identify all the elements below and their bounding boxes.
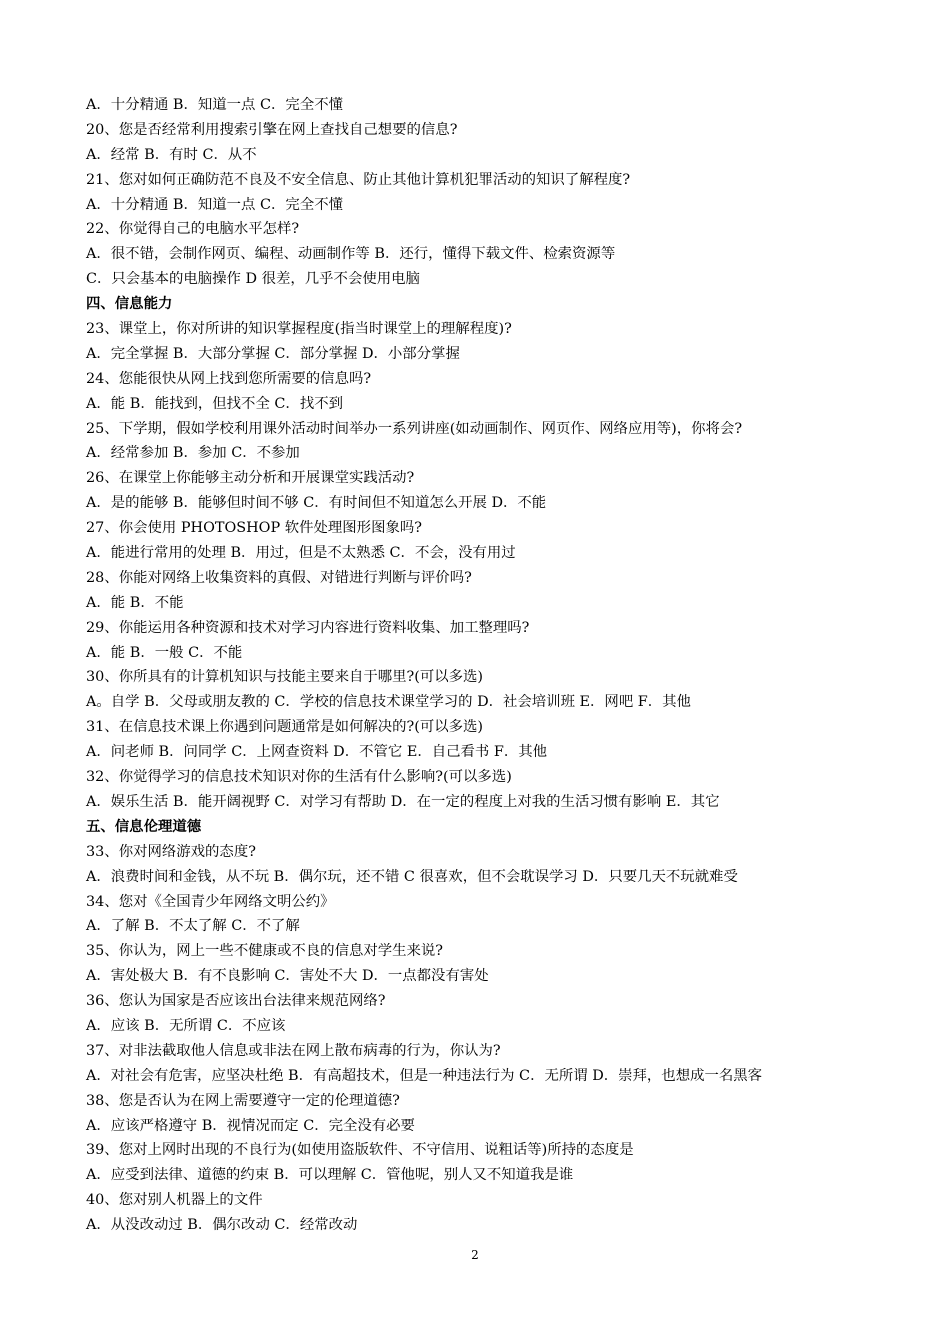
question-text: 30、你所具有的计算机知识与技能主要来自于哪里?(可以多选): [86, 669, 484, 686]
answer-options: A．十分精通 B．知道一点 C．完全不懂: [86, 196, 343, 213]
answer-options: A．能进行常用的处理 B．用过，但是不太熟悉 C．不会，没有用过: [86, 545, 516, 562]
question-text: 34、您对《全国青少年网络文明公约》: [86, 893, 335, 910]
question-text: 35、你认为，网上一些不健康或不良的信息对学生来说?: [86, 943, 444, 960]
question-text: 26、在课堂上你能够主动分析和开展课堂实践活动?: [86, 470, 415, 487]
question-text: 33、你对网络游戏的态度?: [86, 843, 256, 860]
answer-options: A．十分精通 B．知道一点 C．完全不懂: [86, 97, 343, 113]
answer-options: A．问老师 B．问同学 C．上网查资料 D．不管它 E．自己看书 F．其他: [86, 744, 548, 761]
answer-options: C．只会基本的电脑操作 D 很差，几乎不会使用电脑: [86, 271, 420, 288]
section-heading: 四、信息能力: [86, 295, 173, 313]
question-text: 22、你觉得自己的电脑水平怎样?: [86, 221, 300, 238]
question-text: 36、您认为国家是否应该出台法律来规范网络?: [86, 993, 386, 1010]
answer-options: A．害处极大 B．有不良影响 C．害处不大 D．一点都没有害处: [86, 968, 489, 985]
answer-options: A．对社会有危害，应坚决杜绝 B．有高超技术，但是一种违法行为 C．无所谓 D．崇拜，也想成一名黑客: [86, 1067, 763, 1084]
answer-options: A．应该严格遵守 B．视情况而定 C．完全没有必要: [86, 1117, 415, 1134]
answer-options: A．很不错，会制作网页、编程、动画制作等 B．还行，懂得下载文件、检索资源等: [86, 246, 616, 263]
section-heading: 五、信息伦理道德: [86, 817, 202, 835]
question-text: 37、对非法截取他人信息或非法在网上散布病毒的行为，你认为?: [86, 1042, 501, 1059]
answer-options: A．从没改动过 B．偶尔改动 C．经常改动: [86, 1217, 358, 1234]
answer-options: A．应该 B．无所谓 C．不应该: [86, 1017, 286, 1034]
document-body: [86, 93, 926, 1238]
question-text: 38、您是否认为在网上需要遵守一定的伦理道德?: [86, 1092, 400, 1109]
answer-options: A．应受到法律、道德的约束 B．可以理解 C．管他呢，别人又不知道我是谁: [86, 1167, 574, 1184]
question-text: 29、你能运用各种资源和技术对学习内容进行资料收集、加工整理吗?: [86, 619, 530, 636]
answer-options: A．经常参加 B．参加 C．不参加: [86, 445, 300, 462]
question-text: 28、你能对网络上收集资料的真假、对错进行判断与评价吗?: [86, 569, 472, 586]
question-text: 23、课堂上，你对所讲的知识掌握程度(指当时课堂上的理解程度)?: [86, 321, 512, 338]
answer-options: A。自学 B．父母或朋友教的 C．学校的信息技术课堂学习的 D．社会培训班 E．网吧 F．其他: [86, 694, 691, 711]
answer-options: A．能 B．一般 C．不能: [86, 644, 243, 661]
question-text: 25、下学期，假如学校利用课外活动时间举办一系列讲座(如动画制作、网页作、网络应用等)，你将会?: [86, 420, 743, 437]
answer-options: A．能 B．不能: [86, 594, 184, 611]
answer-options: A．是的能够 B．能够但时间不够 C．有时间但不知道怎么开展 D．不能: [86, 495, 547, 512]
question-text: 20、您是否经常利用搜索引擎在网上查找自己想要的信息?: [86, 121, 458, 138]
answer-options: A．浪费时间和金钱，从不玩 B．偶尔玩，还不错 C 很喜欢，但不会耽误学习 D．只要几天不玩就难受: [86, 868, 738, 885]
answer-options: A．能 B．能找到，但找不全 C．找不到: [86, 395, 343, 412]
question-text: 31、在信息技术课上你遇到问题通常是如何解决的?(可以多选): [86, 719, 484, 736]
question-text: 21、您对如何正确防范不良及不安全信息、防止其他计算机犯罪活动的知识了解程度?: [86, 171, 631, 188]
question-text: 27、你会使用 PHOTOSHOP 软件处理图形图象吗?: [86, 520, 422, 537]
question-text: 32、你觉得学习的信息技术知识对你的生活有什么影响?(可以多选): [86, 769, 512, 786]
answer-options: A．娱乐生活 B．能开阔视野 C．对学习有帮助 D．在一定的程度上对我的生活习惯有影响 E．其它: [86, 793, 720, 810]
answer-options: A．完全掌握 B．大部分掌握 C．部分掌握 D．小部分掌握: [86, 345, 460, 362]
question-text: 24、您能很快从网上找到您所需要的信息吗?: [86, 370, 372, 387]
page-number: 2: [471, 1248, 479, 1262]
answer-options: A．经常 B．有时 C．从不: [86, 146, 257, 163]
answer-options: A．了解 B．不太了解 C．不了解: [86, 918, 300, 935]
question-text: 40、您对别人机器上的文件: [86, 1192, 263, 1209]
question-text: 39、您对上网时出现的不良行为(如使用盗版软件、不守信用、说粗话等)所持的态度是: [86, 1142, 634, 1159]
